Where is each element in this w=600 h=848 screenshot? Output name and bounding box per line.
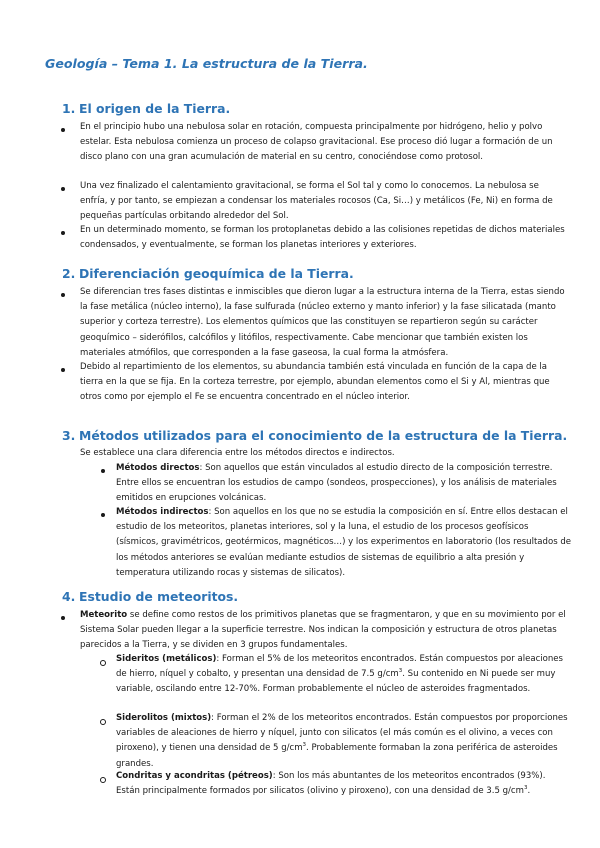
section-intro: Se establece una clara diferencia entre los métodos directos e indirectos. — [80, 448, 395, 458]
paragraph — [80, 608, 568, 654]
section-heading — [62, 266, 354, 281]
term-label: Métodos indirectos — [116, 507, 209, 517]
term-text: : Son los más abuntantes de los meteoritos encontrados (93%). Están principalmente formados por silicatos (olivino y piroxeno), con una densidad de 3.5 g/cm — [116, 771, 546, 797]
section-heading — [62, 428, 567, 443]
bullet-icon — [61, 368, 65, 372]
paragraph: En el principio hubo una nebulosa solar en rotación, compuesta principalmente por hidrógeno, helio y polvo estelar. Esta nebulosa comienza un proceso de colapso gravitacional. Ese proceso dió lugar a formación de un disco plano con una gran acumulación de material en su centro, conociéndose como protosol. — [80, 122, 553, 163]
paragraph: Debido al repartimiento de los elementos, su abundancia también está vinculada en función de la capa de la tierra en la que se fija. En la corteza terrestre, por ejemplo, abundan elementos como el Si y Al, mientras que otros como por ejemplo el Fe se encuentra concentrado en el núcleo interior. — [80, 362, 550, 403]
bullet-icon — [61, 293, 65, 297]
bullet-icon — [61, 187, 65, 191]
paragraph: En un determinado momento, se forman los protoplanetas debido a las colisiones repetidas de dichos materiales condensados, y eventualmente, se forman los planetas interiores y exteriores. — [80, 225, 565, 251]
sub-bullet-icon — [100, 719, 106, 725]
term-text: : Son aquellos que están vinculados al estudio directo de la composición terrestre. Entre ellos se encuentran los estudios de campo (sondeos, prospecciones), y los análisis de materiales emitidos en erupciones volcánicas. — [116, 463, 557, 504]
term-label: Métodos directos — [116, 463, 200, 473]
term-label: Siderolitos (mixtos) — [116, 713, 212, 723]
paragraph — [116, 711, 568, 772]
term-text: . Su contenido en Ni puede ser muy variable, oscilando entre 12-70%. Forman probablemente el núcleo de asteroides fragmentados. — [116, 669, 556, 695]
section-number: 2. — [62, 266, 76, 281]
sub-bullet-icon — [100, 660, 106, 666]
sub-bullet-icon — [100, 777, 106, 783]
paragraph — [116, 461, 564, 507]
section-heading-text: El origen de la Tierra. — [79, 101, 231, 116]
term-text: . Probablemente formaban la zona periférica de asteroides grandes. — [116, 743, 558, 769]
section-number: 4. — [62, 589, 76, 604]
section-heading-text: Estudio de meteoritos. — [79, 589, 239, 604]
term-label: Meteorito — [80, 610, 128, 620]
bullet-icon — [61, 616, 65, 620]
paragraph: Se diferencian tres fases distintas e inmiscibles que dieron lugar a la estructura interna de la Tierra, estas siendo la fase metálica (núcleo interno), la fase sulfurada (núcleo externo y manto inferior) y la fase silicatada (manto superior y corteza terrestre). Los elementos químicos que las constituyen se repartieron según su carácter geoquímico – siderófilos, calcófilos y litófilos, respectivamente. Cabe mencionar que también existen los materiales atmófilos, que corresponden a la fase gaseosa, la cual forma la atmósfera. — [80, 287, 565, 358]
term-text: . — [527, 786, 531, 797]
term-text: : Son aquellos en los que no se estudia la composición en sí. Entre ellos destacan el estudio de los meteoritos, planetas interiores, sol y la luna, el estudio de los procesos geofísicos (sísmicos, gravimétricos, geotérmicos, magnéticos…) y los experimentos en laboratorio (los resultados de los métodos anteriores se evalúan mediante estudios de sistemas de equilibrio a alta presión y temperatura utilizando rocas y sistemas de silicatos). — [116, 507, 572, 578]
bullet-icon — [61, 128, 65, 132]
paragraph — [116, 769, 568, 799]
term-text: se define como restos de los primitivos planetas que se fragmentaron, y que en su movimiento por el Sistema Solar pueden llegar a la superficie terrestre. Nos indican la composición y estructura de otros planetas parecidos a la Tierra, y se dividen en 3 grupos fundamentales. — [80, 610, 566, 651]
term-text: : Forman el 2% de los meteoritos encontrados. Están compuestos por proporciones variables de aleaciones de hierro y níquel, junto con silicatos (el más común es el olivino, a veces con piroxeno), y tienen una densidad de 5 g/cm — [116, 713, 568, 754]
paragraph — [116, 505, 572, 581]
paragraph — [116, 652, 568, 698]
section-heading-text: Diferenciación geoquímica de la Tierra. — [79, 266, 354, 281]
bullet-icon — [101, 469, 105, 473]
paragraph: Una vez finalizado el calentamiento gravitacional, se forma el Sol tal y como lo conocemos. La nebulosa se enfría, y por tanto, se empiezan a condensar los materiales rocosos (Ca, Si…) y metálicos (Fe, Ni) en forma de pequeñas partículas orbitando alrededor del Sol. — [80, 181, 553, 222]
bullet-icon — [101, 513, 105, 517]
term-label: Sideritos (metálicos) — [116, 654, 217, 664]
term-label: Condritas y acondritas (pétreos) — [116, 771, 273, 781]
superscript: 3 — [302, 742, 307, 749]
section-number: 3. — [62, 428, 76, 443]
section-heading — [62, 101, 230, 116]
bullet-icon — [61, 231, 65, 235]
term-text: : Forman el 5% de los meteoritos encontrados. Están compuestos por aleaciones de hierro, níquel y cobalto, y presentan una densidad de 7.5 g/cm — [116, 654, 564, 680]
section-number: 1. — [62, 101, 76, 116]
section-heading — [62, 589, 238, 604]
superscript: 3 — [523, 785, 528, 792]
document-title: Geología – Tema 1. La estructura de la Tierra. — [45, 56, 368, 71]
section-heading-text: Métodos utilizados para el conocimiento de la estructura de la Tierra. — [79, 428, 568, 443]
superscript: 3 — [398, 668, 403, 675]
